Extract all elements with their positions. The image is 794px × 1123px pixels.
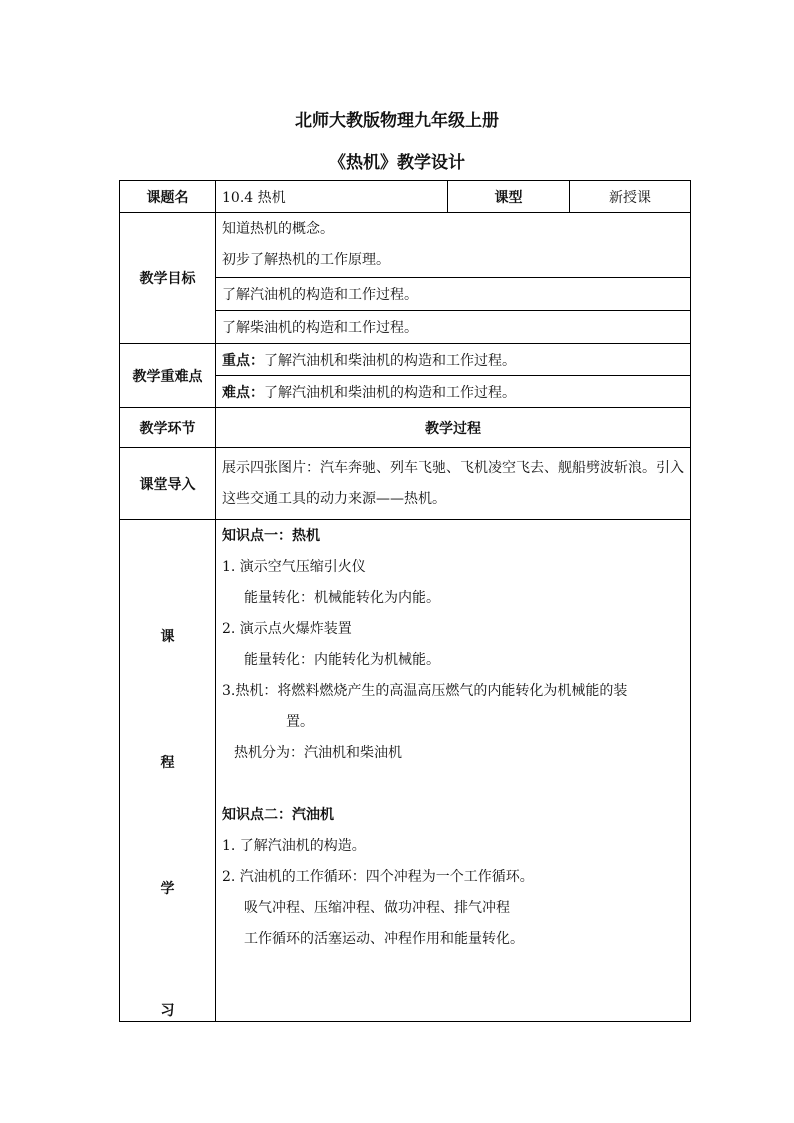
study-label bbox=[120, 520, 216, 1022]
key-row bbox=[120, 344, 691, 376]
difficult-text: 了解汽油机和柴油机的构造和工作过程。 bbox=[264, 384, 516, 401]
intro-row bbox=[120, 448, 691, 520]
k2-item-sub: 吸气冲程、压缩冲程、做功冲程、排气冲程 bbox=[244, 900, 510, 916]
k1-item-sub: 能量转化：机械能转化为内能。 bbox=[244, 590, 440, 606]
document-subtitle: 《热机》教学设计 bbox=[329, 153, 465, 173]
stage-label: 教学环节 bbox=[120, 408, 216, 448]
k1-item-cont: 置。 bbox=[286, 714, 314, 730]
k1-item: 3.热机：将燃料燃烧产生的高温高压燃气的内能转化为机械能的装 bbox=[222, 683, 628, 699]
k1-item: 热机分为：汽油机和柴油机 bbox=[234, 745, 402, 761]
k2-item-sub: 工作循环的活塞运动、冲程作用和能量转化。 bbox=[244, 931, 524, 947]
intro-label: 课堂导入 bbox=[120, 448, 216, 520]
goal-item: 初步了解热机的工作原理。 bbox=[222, 252, 390, 268]
goals-label: 教学目标 bbox=[120, 213, 216, 344]
topic-value: 10.4 热机 bbox=[216, 181, 448, 213]
key-text: 了解汽油机和柴油机的构造和工作过程。 bbox=[264, 352, 516, 369]
k1-title: 知识点一：热机 bbox=[222, 528, 320, 544]
k2-item: 1. 了解汽油机的构造。 bbox=[222, 838, 366, 854]
study-label-char: 程 bbox=[160, 755, 175, 771]
k2-title: 知识点二：汽油机 bbox=[222, 807, 334, 823]
k1-item: 1. 演示空气压缩引火仪 bbox=[222, 559, 366, 575]
type-label: 课型 bbox=[448, 181, 570, 213]
difficult-prefix: 难点： bbox=[222, 384, 264, 401]
study-row bbox=[120, 520, 691, 1022]
study-label-char: 习 bbox=[160, 1003, 175, 1019]
goal-item: 了解汽油机的构造和工作过程。 bbox=[216, 278, 691, 311]
study-label-char: 学 bbox=[160, 881, 175, 897]
goal-item: 知道热机的概念。 bbox=[222, 221, 334, 237]
study-content bbox=[216, 520, 691, 1022]
k2-item: 2. 汽油机的工作循环：四个冲程为一个工作循环。 bbox=[222, 869, 534, 885]
key-prefix: 重点： bbox=[222, 352, 264, 369]
study-label-char: 课 bbox=[160, 629, 175, 645]
intro-text: 展示四张图片：汽车奔驰、列车飞驰、飞机凌空飞去、舰船劈波斩浪。引入这些交通工具的动力来源——热机。 bbox=[216, 448, 691, 520]
goals-row-1 bbox=[120, 213, 691, 278]
type-value: 新授课 bbox=[570, 181, 691, 213]
goal-item: 了解柴油机的构造和工作过程。 bbox=[216, 311, 691, 344]
topic-label: 课题名 bbox=[120, 181, 216, 213]
document-title: 北师大教版物理九年级上册 bbox=[295, 111, 499, 131]
process-label: 教学过程 bbox=[216, 408, 691, 448]
lesson-plan-table bbox=[119, 180, 691, 1022]
keypoints-label: 教学重难点 bbox=[120, 344, 216, 408]
topic-row bbox=[120, 181, 691, 213]
stage-header-row bbox=[120, 408, 691, 448]
k1-item-sub: 能量转化：内能转化为机械能。 bbox=[244, 652, 440, 668]
k1-item: 2. 演示点火爆炸装置 bbox=[222, 621, 352, 637]
